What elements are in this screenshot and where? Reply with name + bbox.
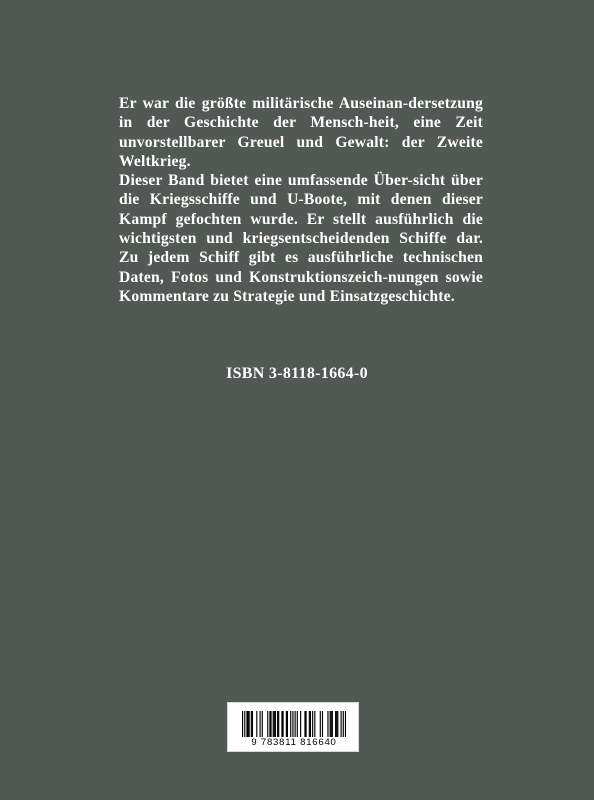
barcode-bar <box>275 711 276 737</box>
barcode-bar <box>242 711 243 737</box>
barcode-bar <box>269 711 270 737</box>
barcode-bar <box>274 711 275 737</box>
blurb-paragraph-2: Dieser Band bietet eine umfassende Über-sicht über die Kriegsschiffe und U-Boote, mit denen dieser Kampf gefochten wurde. Er stellt ausführlich die wichtigsten und kriegsentscheidenden Schiffe dar. Zu jedem Schiff gibt es ausführliche technischen Daten, Fotos und Konstruktionszeich-nungen sowie Kommentare zu Strategie und Einsatzgeschichte. <box>119 172 483 305</box>
barcode-bar <box>327 711 328 737</box>
barcode-bar <box>244 711 245 737</box>
barcode-bars <box>242 711 346 737</box>
barcode-bar <box>314 711 315 737</box>
barcode-bar <box>262 711 263 737</box>
barcode-bar <box>320 711 321 737</box>
barcode-bar <box>304 711 305 737</box>
barcode-digits: 9 783811 816640 <box>251 737 337 748</box>
isbn-label: ISBN 3-8118-1664-0 <box>226 365 368 382</box>
barcode-bar <box>345 711 346 737</box>
barcode-bar <box>312 711 313 737</box>
barcode-bar <box>331 711 332 737</box>
barcode-bar <box>305 711 306 737</box>
barcode-bar <box>278 711 279 737</box>
barcode-bar <box>310 711 311 737</box>
barcode-bar <box>330 711 331 737</box>
barcode <box>227 702 359 752</box>
blurb-paragraph-1: Er war die größte militärische Auseinan-dersetzung in der Geschichte der Mensch-heit, eine Zeit unvorstellbarer Greuel und Gewalt: der Zweite Weltkrieg. <box>119 95 483 170</box>
barcode-bar <box>309 711 310 737</box>
barcode-bar <box>267 711 268 737</box>
barcode-bar <box>270 711 271 737</box>
barcode-bar <box>260 711 261 737</box>
barcode-bar <box>287 711 288 737</box>
barcode-bar <box>337 711 338 737</box>
barcode-bar <box>295 711 296 737</box>
barcode-bar <box>247 711 248 737</box>
barcode-bar <box>277 711 278 737</box>
barcode-bar <box>281 711 282 737</box>
barcode-bar <box>252 711 253 737</box>
barcode-bar <box>273 711 274 737</box>
barcode-bar <box>297 711 298 737</box>
barcode-bar <box>283 711 284 737</box>
barcode-bar <box>336 711 337 737</box>
barcode-bar <box>343 711 344 737</box>
blurb-text <box>119 94 483 306</box>
barcode-bar <box>335 711 336 737</box>
barcode-bar <box>322 711 323 737</box>
barcode-bar <box>249 711 250 737</box>
barcode-bar <box>246 711 247 737</box>
barcode-bar <box>290 711 291 737</box>
barcode-bar <box>251 711 252 737</box>
barcode-bar <box>256 711 257 737</box>
barcode-bar <box>292 711 293 737</box>
barcode-bar <box>332 711 333 737</box>
barcode-bar <box>300 711 301 737</box>
barcode-bar <box>341 711 342 737</box>
barcode-bar <box>286 711 287 737</box>
